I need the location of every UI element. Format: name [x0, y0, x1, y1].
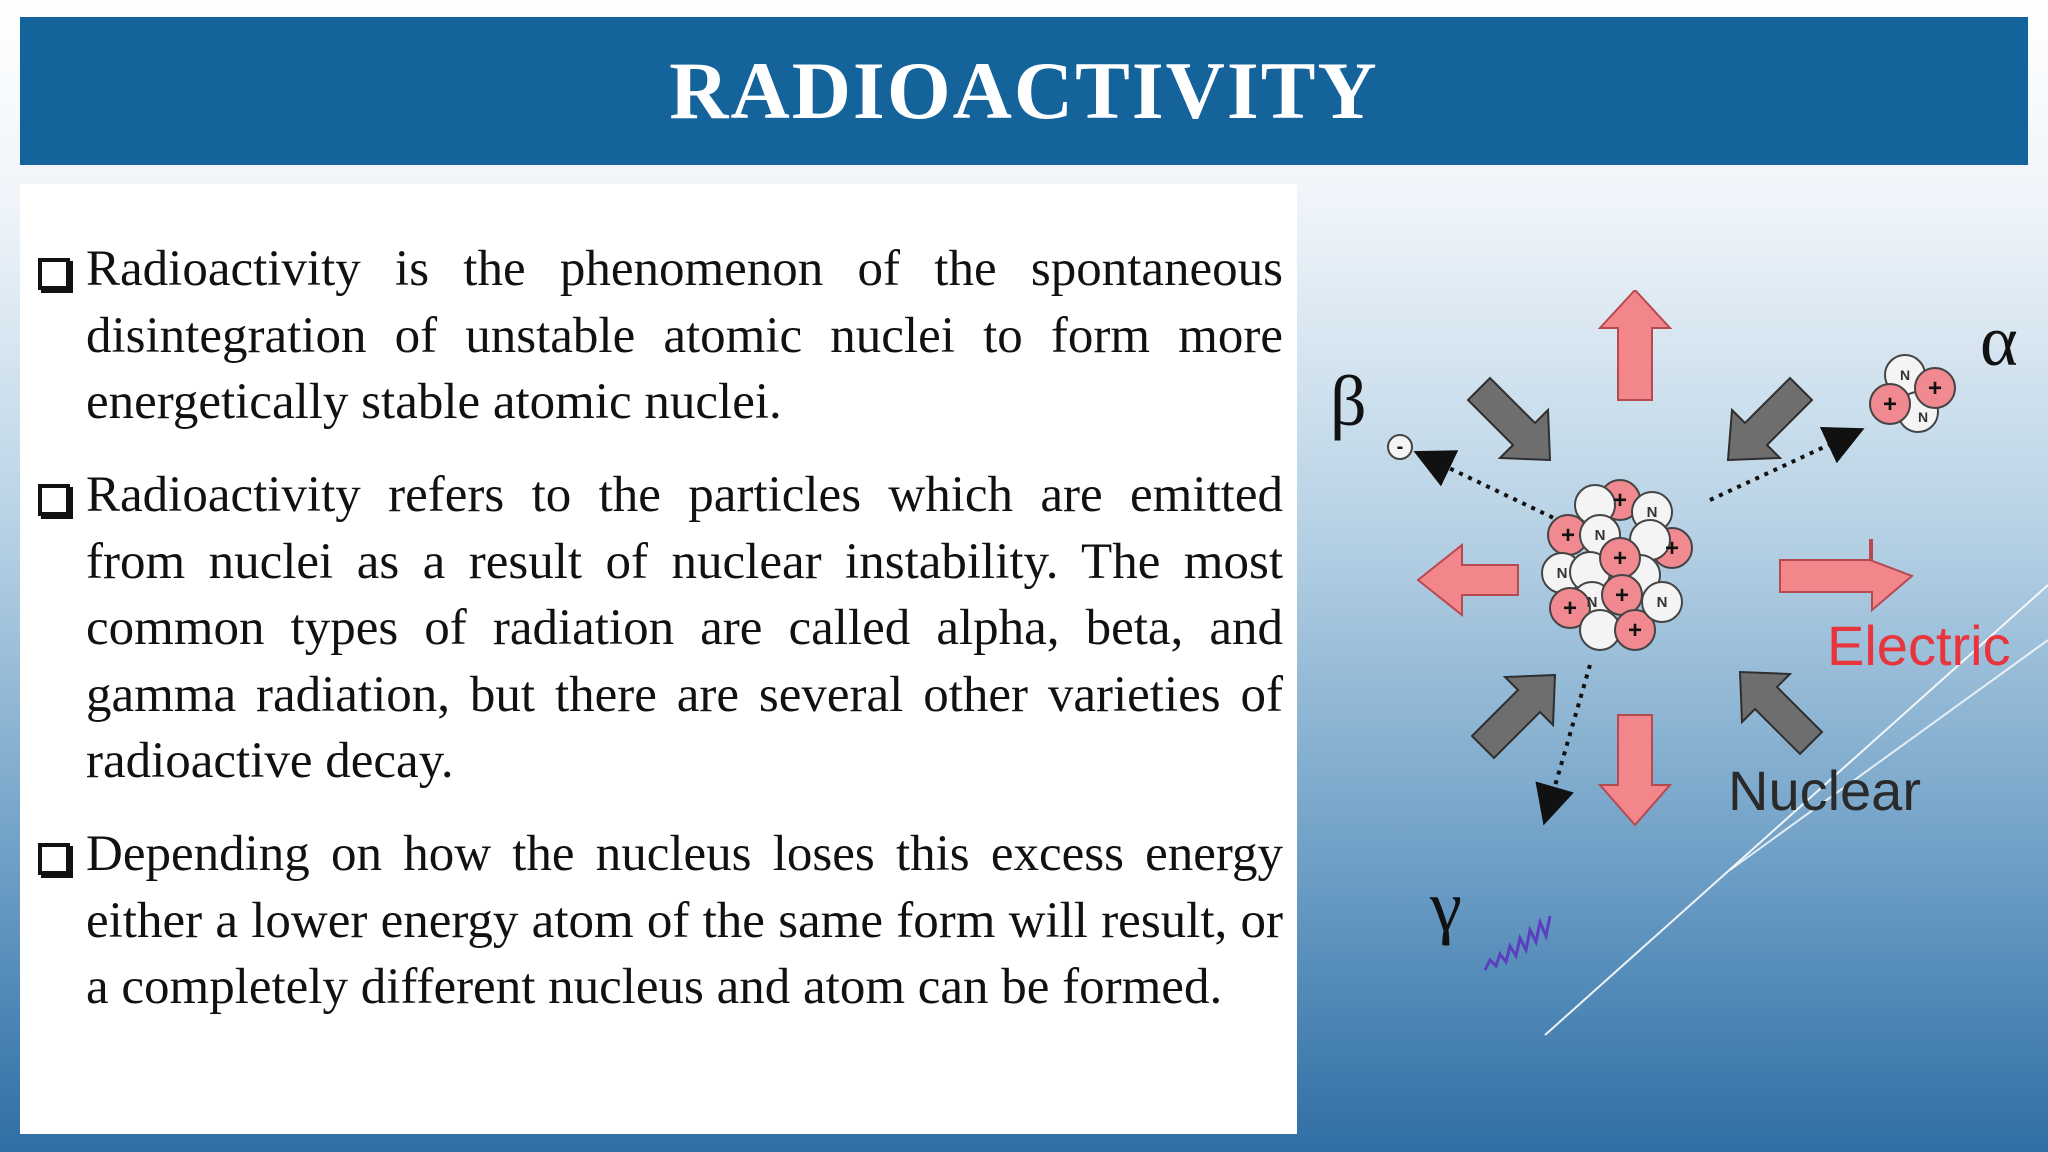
nuclear-label: Nuclear: [1728, 759, 1921, 822]
electric-label: Electric: [1827, 614, 2011, 677]
alpha-symbol: α: [1980, 301, 2018, 381]
inward-arrow-bottomright-icon: [1740, 672, 1822, 754]
outward-arrow-up-icon: [1600, 290, 1670, 400]
neutron-glyph: N: [1646, 504, 1658, 521]
proton-glyph: +: [1612, 545, 1628, 572]
bullet-item: [38, 462, 1283, 795]
text-panel: [20, 184, 1297, 1134]
proton-glyph: +: [1614, 582, 1630, 609]
proton-glyph: +: [1627, 617, 1643, 644]
proton-glyph: +: [1560, 522, 1576, 549]
checkbox-bullet-icon: [38, 484, 70, 516]
bullet-text: Radioactivity is the phenomenon of the spontaneous disintegration of unstable atomic nuclei to form more energetically stable atomic nuclei.: [86, 241, 1283, 430]
alpha-particle: [1870, 355, 1955, 432]
neutron-glyph: N: [1656, 594, 1668, 611]
proton-glyph: +: [1664, 535, 1680, 562]
proton-glyph: +: [1927, 375, 1943, 402]
proton-glyph: +: [1882, 391, 1898, 418]
checkbox-bullet-icon: [38, 258, 70, 290]
neutron-glyph: N: [1917, 409, 1929, 425]
slide-title: RADIOACTIVITY: [669, 45, 1379, 136]
proton-glyph: +: [1562, 595, 1578, 622]
neutron-glyph: N: [1586, 594, 1598, 611]
proton-glyph: +: [1612, 487, 1628, 514]
neutron-glyph: N: [1899, 367, 1911, 383]
gamma-wave-icon: [1485, 916, 1550, 970]
title-bar: [20, 17, 2028, 165]
outward-arrow-left-icon: [1418, 545, 1518, 615]
beta-path: [1428, 458, 1562, 522]
electron-glyph: -: [1396, 436, 1404, 458]
bullet-item: [38, 821, 1283, 1021]
bullet-text: Radioactivity refers to the particles which are emitted from nuclei as a result of nuclear instability. The most common types of radiation are called alpha, beta, and gamma radiation, but there are several other varieties of radioactive decay.: [86, 467, 1283, 789]
gamma-symbol: γ: [1430, 866, 1462, 946]
inward-arrow-topleft-icon: [1468, 378, 1550, 460]
beta-particle: [1388, 435, 1412, 459]
bullet-text: Depending on how the nucleus loses this excess energy either a lower energy atom of the same form will result, or a completely different nucleus and atom can be formed.: [86, 826, 1283, 1015]
neutron-glyph: N: [1556, 565, 1568, 582]
inward-arrow-bottomleft-icon: [1472, 675, 1555, 758]
neutron-glyph: N: [1594, 527, 1606, 544]
outward-arrow-right-icon: [1780, 540, 1912, 610]
radioactivity-diagram: [1300, 290, 2040, 1010]
bullet-item: [38, 236, 1283, 436]
outward-arrow-down-icon: [1600, 715, 1670, 825]
nucleus: [1542, 480, 1692, 650]
checkbox-bullet-icon: [38, 843, 70, 875]
inward-arrow-topright-icon: [1728, 378, 1812, 460]
beta-symbol: β: [1330, 361, 1367, 441]
